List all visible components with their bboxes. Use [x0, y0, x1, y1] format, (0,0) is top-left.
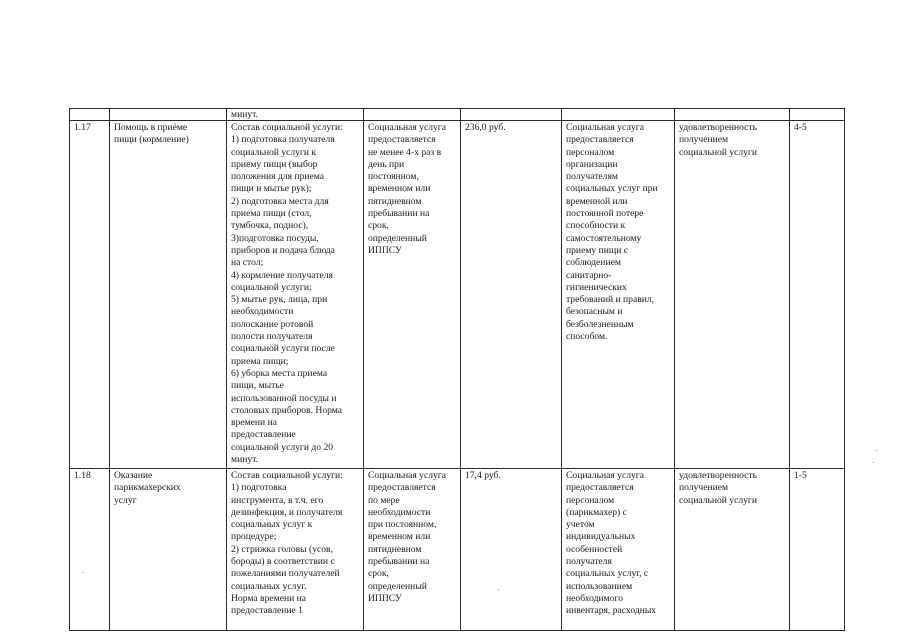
scan-speck [82, 572, 83, 573]
continuation-row [70, 109, 845, 121]
scan-speck [498, 589, 499, 590]
service-price: 236,0 руб. [461, 121, 562, 469]
service-indicators: удовлетворенность получением социальной услуги [675, 469, 790, 631]
cont-cell-conditions [562, 109, 675, 121]
service-conditions: Социальная услуга предоставляется персоналом (парикмахер) с учетом индивидуальных особенностей получателя социальных услуг, с использованием необходимого инвентаря, расходных [562, 469, 675, 631]
service-content: Состав социальной услуги: 1) подготовка получателя социальной услуги к приему пищи (выбор положения для приема пищи и мытье рук); 2) подготовка места для приема пищи (стол, тумбочка, поднос), 3)подготовка посуды, приборов и подача блюда на стол; 4) кормление получателя социальной услуги; 5) мытье рук, лица, при необходимости полоскание ротовой полости получателя социальной услуги после приема пищи; 6) уборка места приема пищи, мытье использованной посуды и столовых приборов. Норма времени на предоставление социальной услуги до 20 минут. [227, 121, 364, 469]
service-content: Состав социальной услуги: 1) подготовка инструмента, в т.ч. его дезинфекция, и получателя социальных услуг к процедуре; 2) стрижка головы (усов, бороды) в соответствии с пожеланиями получателей социальных услуг. Норма времени на предоставление 1 [227, 469, 364, 631]
cont-cell-indicators [675, 109, 790, 121]
service-frequency: Социальная услуга предоставляется по мере необходимости при постоянном, временном или пятидневном пребывании на срок, определенный ИППСУ [364, 469, 461, 631]
cont-cell-content: минут. [227, 109, 364, 121]
service-rating: 4-5 [790, 121, 845, 469]
services-table [69, 108, 845, 631]
service-name: Помощь в приёме пищи (кормление) [110, 121, 227, 469]
service-frequency: Социальная услуга предоставляется не менее 4-х раз в день при постоянном, временном или пятидневном пребывании на срок, определенный ИППСУ [364, 121, 461, 469]
service-rating: 1-5 [790, 469, 845, 631]
service-name: Оказание парикмахерских услуг [110, 469, 227, 631]
service-conditions: Социальная услуга предоставляется персоналом организации получателям социальных услуг при временной или постоянной потере способности к самостоятельному приему пищи с соблюдением санитарно- гигиенических требований и правил, безопасным и безболезненным способом. [562, 121, 675, 469]
cont-cell-number [70, 109, 110, 121]
service-number: 1.18 [70, 469, 110, 631]
service-number: 1.17 [70, 121, 110, 469]
cont-cell-name [110, 109, 227, 121]
table-row [70, 469, 845, 631]
cont-cell-frequency [364, 109, 461, 121]
table-row [70, 121, 845, 469]
cont-cell-price [461, 109, 562, 121]
service-price: 17,4 руб. [461, 469, 562, 631]
service-indicators: удовлетворенность получением социальной услуги [675, 121, 790, 469]
scan-speck [876, 450, 877, 451]
cont-cell-rating [790, 109, 845, 121]
scan-speck [873, 462, 874, 463]
